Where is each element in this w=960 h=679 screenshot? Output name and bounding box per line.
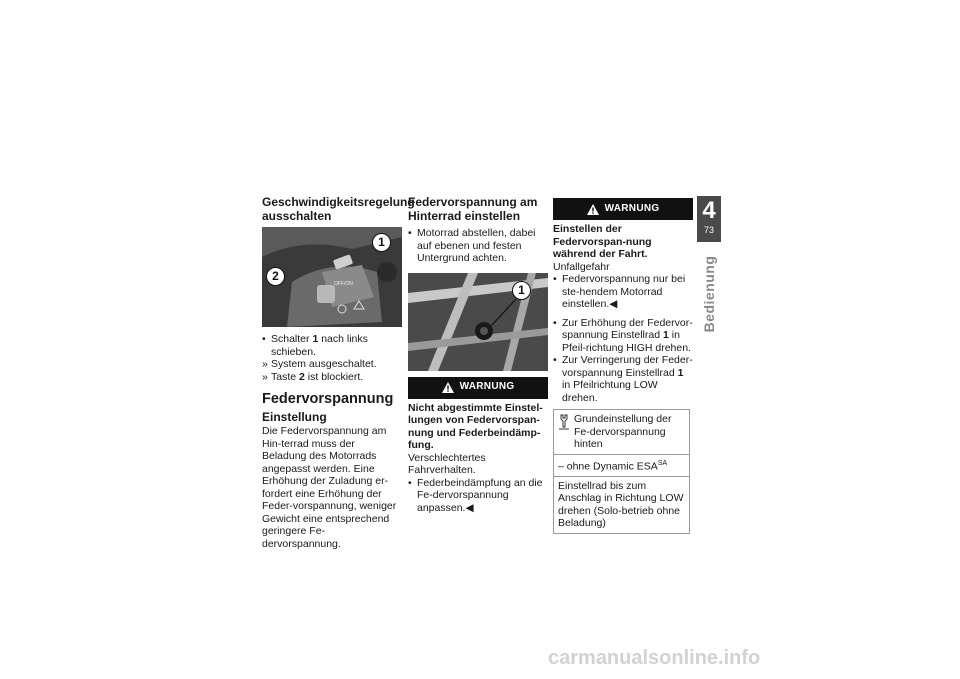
watermark: carmanualsonline.info <box>548 647 761 669</box>
warning-text: Verschlechtertes Fahrverhalten. <box>408 451 486 476</box>
chapter-title: Bedienung <box>700 255 717 333</box>
spec-table-condition: – ohne Dynamic $ESA^{SA}$ <box>554 454 689 476</box>
warning-title: Nicht abgestimmte Einstel-lungen von Federvorspan-nung und Federbeindämp-fung. <box>408 401 543 451</box>
chapter-number: 4 <box>702 197 716 224</box>
warning-bar <box>553 198 693 220</box>
end-mark-icon: ◀ <box>465 501 474 514</box>
handlebar-switch-image <box>262 227 402 327</box>
preload-adjuster-image <box>408 273 548 371</box>
spec-table-value: Einstellrad bis zum Anschlag in Richtung LOW drehen (Solo-betrieb ohne Beladung) <box>554 476 689 533</box>
subsection-title: Einstellung <box>262 410 327 424</box>
spec-table-header <box>554 410 689 454</box>
column-3 <box>553 196 693 534</box>
list-item: • Federvorspannung nur bei ste-hendem Motorrad einstellen.◀ <box>553 273 686 310</box>
cruise-off-heading: Geschwindigkeitsregelung ausschalten <box>262 195 415 223</box>
spec-table <box>553 409 690 534</box>
image-callout-1: 1 <box>512 281 531 300</box>
image-callout-1: 1 <box>372 233 391 252</box>
rear-preload-heading: Federvorspannung am Hinterrad einstellen <box>408 195 538 223</box>
warning-triangle-icon <box>587 204 599 215</box>
chapter-title-vertical <box>696 248 722 340</box>
wrench-icon <box>558 414 570 430</box>
column-2 <box>408 196 548 514</box>
list-item: • Zur Erhöhung der Federvor-spannung Einstellrad 1 in Pfeil-richtung HIGH drehen. <box>553 316 693 354</box>
list-item: » Taste 2 ist blockiert. <box>262 370 364 383</box>
list-item: • Schalter 1 nach links schieben. <box>262 333 368 358</box>
list-item: • Zur Verringerung der Feder-vorspannung Einstellrad 1 in Pfeilrichtung LOW drehen. <box>553 354 693 404</box>
column-1 <box>262 195 415 550</box>
section-title: Federvorspannung <box>262 391 394 407</box>
warning-triangle-icon <box>442 382 454 393</box>
warning-title: Einstellen der Federvorspan-nung während der Fahrt. <box>553 223 652 260</box>
body-text: Die Federvorspannung am Hin-terrad muss der Beladung des Motorrads angepasst werden. Eine Erhöhung der Zuladung er-fordert eine Erhöhung der Feder-vorspannung, weniger Gewicht eine entsprechend geringere Fe-dervorspannung. <box>262 425 397 550</box>
warning-text: Unfallgefahr <box>553 260 610 273</box>
list-item: » System ausgeschaltet. <box>262 358 377 370</box>
warning-label: WARNUNG <box>459 381 515 393</box>
image-switch-text: OFF/ON <box>334 281 353 287</box>
image-callout-2: 2 <box>266 267 285 286</box>
end-mark-icon: ◀ <box>609 298 618 310</box>
warning-label: WARNUNG <box>604 202 660 214</box>
chapter-tab <box>697 196 721 242</box>
spec-table-header-text: Grundeinstellung der Fe-dervorspannung hinten <box>574 413 672 450</box>
warning-bar <box>408 377 548 399</box>
page-number: 73 <box>703 225 714 235</box>
list-item: • Motorrad abstellen, dabei auf ebenen und festen Untergrund achten. <box>408 227 536 264</box>
list-item: • Federbeindämpfung an die Fe-dervorspannung anpassen.◀ <box>408 476 543 514</box>
